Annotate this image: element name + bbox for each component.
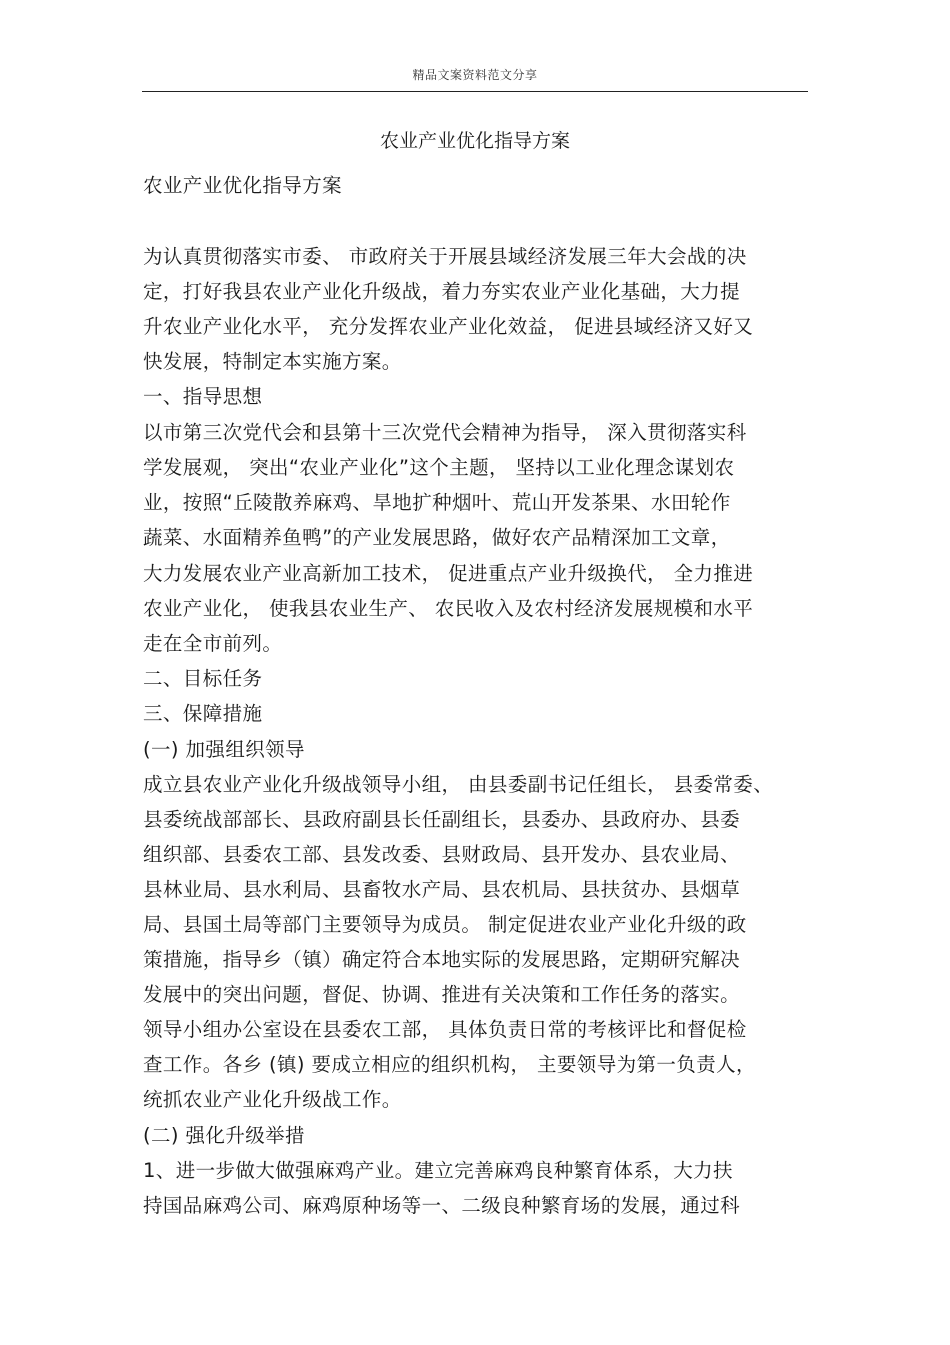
body-line: 局、县国土局等部门主要领导为成员。 制定促进农业产业化升级的政 [143,913,747,936]
running-header: 精品文案资料范文分享 [412,68,538,82]
body-line: 以市第三次党代会和县第十三次党代会精神为指导， 深入贯彻落实科 [143,421,747,444]
body-line: 统抓农业产业化升级战工作。 [143,1088,402,1111]
body-line: 为认真贯彻落实市委、 市政府关于开展县域经济发展三年大会战的决 [143,245,747,268]
body-line: 升农业产业化水平， 充分发挥农业产业化效益， 促进县域经济又好又 [143,315,754,338]
body-line: 农业产业化， 使我县农业生产、 农民收入及农村经济发展规模和水平 [143,597,754,620]
section-heading: 二、目标任务 [143,667,263,690]
body-line: 县委统战部部长、县政府副县长任副组长，县委办、县政府办、县委 [143,808,741,831]
body-line: 走在全市前列。 [143,632,283,655]
body-line: 持国品麻鸡公司、麻鸡原种场等一、二级良种繁育场的发展，通过科 [143,1194,741,1217]
document-title: 农业产业优化指导方案 [379,130,570,152]
body-line: 学发展观， 突出“农业产业化”这个主题， 坚持以工业化理念谋划农 [143,456,735,479]
body-line: 1、进一步做大做强麻鸡产业。建立完善麻鸡良种繁育体系，大力扶 [143,1159,733,1182]
body-line: 策措施，指导乡（镇）确定符合本地实际的发展思路，定期研究解决 [143,948,741,971]
section-heading: 一、指导思想 [143,385,263,408]
subsection-heading: (一) 加强组织领导 [143,738,305,761]
body-line: 业，按照“丘陵散养麻鸡、旱地扩种烟叶、荒山开发茶果、水田轮作 [143,491,731,514]
body-line: 定，打好我县农业产业化升级战，着力夯实农业产业化基础，大力提 [143,280,741,303]
section-heading: 三、保障措施 [143,702,263,725]
body-line: 大力发展农业产业高新加工技术， 促进重点产业升级换代， 全力推进 [143,562,754,585]
body-line: 农业产业优化指导方案 [143,174,343,197]
body-line: 快发展，特制定本实施方案。 [143,350,402,373]
body-line: 组织部、县委农工部、县发改委、县财政局、县开发办、县农业局、 [143,843,741,866]
body-line: 成立县农业产业化升级战领导小组， 由县委副书记任组长， 县委常委、 [143,773,774,796]
body-line: 发展中的突出问题，督促、协调、推进有关决策和工作任务的落实。 [143,983,741,1006]
body-line: 蔬菜、水面精养鱼鸭”的产业发展思路，做好农产品精深加工文章， [143,526,731,549]
body-line: 领导小组办公室设在县委农工部， 具体负责日常的考核评比和督促检 [143,1018,747,1041]
header-divider [142,91,808,92]
body-line: 查工作。各乡 (镇) 要成立相应的组织机构， 主要领导为第一负责人， [143,1053,756,1076]
body-line: 县林业局、县水利局、县畜牧水产局、县农机局、县扶贫办、县烟草 [143,878,741,901]
subsection-heading: (二) 强化升级举措 [143,1124,305,1147]
